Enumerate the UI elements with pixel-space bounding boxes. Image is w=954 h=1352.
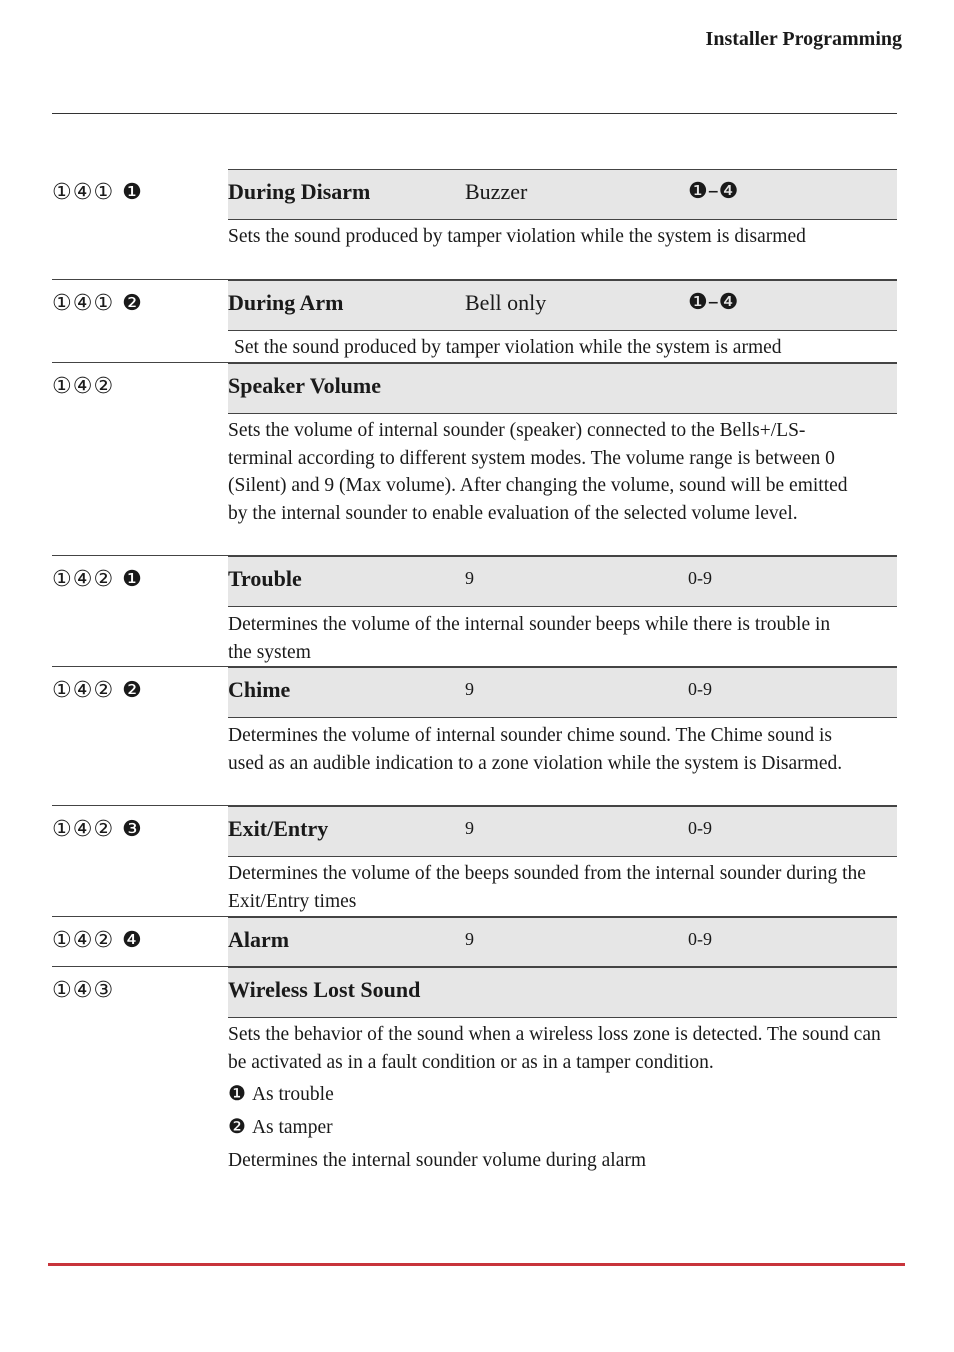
option-description: Sets the behavior of the sound when a wireless loss zone is detected. The sound can be activated as in a fault condition or as in a tamper condition. [228,1024,881,1073]
choice-label: As trouble [251,1084,334,1105]
option-band-during-arm [228,280,897,331]
option-band-speaker-volume [228,363,897,414]
option-default: 9 [465,929,474,949]
option-description: Determines the volume of the internal sounder beeps while there is trouble in the system [228,614,831,663]
code-141-1: ①④① ❶ [52,180,143,205]
code-142-4: ①④② ❹ [52,928,143,953]
option-note: Determines the internal sounder volume during alarm [228,1150,647,1171]
choice-item [228,1114,333,1139]
option-name: Exit/Entry [228,816,329,841]
option-default: Buzzer [465,179,528,204]
page-header-title: Installer Programming [705,28,902,50]
option-name: Speaker Volume [228,373,382,398]
option-default: 9 [465,679,474,699]
choice-number: ❷ [228,1114,246,1138]
option-description: Sets the volume of internal sounder (speaker) connected to the Bells+/LS- terminal according to different system modes. The volume range is between 0 (Silent) and 9 (Max volume). After changing the volume, sound will be emitted by the internal sounder to enable evaluation of the selected volume level. [228,420,848,524]
option-band-during-disarm [228,169,897,220]
option-description: Set the sound produced by tamper violation while the system is armed [234,337,782,358]
option-range: ❶–❹ [688,290,739,315]
code-142-1: ①④② ❶ [52,567,143,592]
code-141-2: ①④① ❷ [52,291,143,316]
code-142: ①④② [52,374,115,399]
option-default: Bell only [465,290,547,315]
code-142-3: ①④② ❸ [52,817,143,842]
code-143: ①④③ [52,978,115,1003]
option-description: Sets the sound produced by tamper violation while the system is disarmed [228,226,806,247]
option-name: Wireless Lost Sound [228,977,421,1002]
footer-rule [48,1263,905,1266]
option-range: 0-9 [688,568,712,588]
option-name: Alarm [228,927,290,952]
option-default: 9 [465,818,474,838]
option-range: ❶–❹ [688,179,739,204]
choice-label: As tamper [251,1117,333,1138]
option-description: Determines the volume of internal sounder chime sound. The Chime sound is used as an audible indication to a zone violation while the system is Disarmed. [228,725,843,774]
option-range: 0-9 [688,929,712,949]
choice-item [228,1081,334,1106]
choice-number: ❶ [228,1081,246,1105]
option-range: 0-9 [688,679,712,699]
option-band-wireless-lost-sound [228,967,897,1018]
option-name: Trouble [228,566,302,591]
option-band-chime [228,667,897,718]
option-band-trouble [228,556,897,607]
option-name: During Arm [228,290,344,315]
option-name: During Disarm [228,179,371,204]
header-rule [52,113,897,114]
option-band-alarm [228,917,897,968]
option-name: Chime [228,677,291,702]
code-142-2: ①④② ❷ [52,678,143,703]
option-description: Determines the volume of the beeps sounded from the internal sounder during the Exit/Entry times [228,863,866,912]
option-range: 0-9 [688,818,712,838]
option-band-exit-entry [228,806,897,857]
option-default: 9 [465,568,474,588]
